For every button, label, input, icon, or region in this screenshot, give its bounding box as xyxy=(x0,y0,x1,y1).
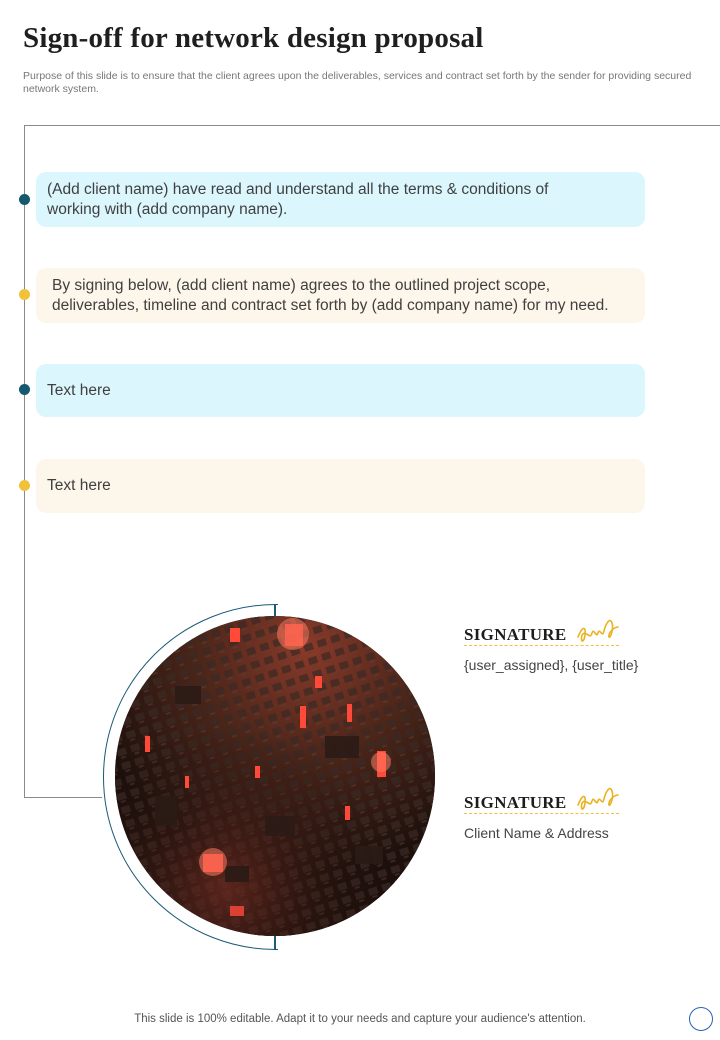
page-title: Sign-off for network design proposal xyxy=(23,22,484,54)
page-subtitle: Purpose of this slide is to ensure that the client agrees upon the deliverables, services and contract set forth by the sender for providing secured network system. xyxy=(23,70,692,95)
signature-scribble-icon xyxy=(576,783,620,817)
timeline-dot-3 xyxy=(19,384,30,395)
signature-label-2: SIGNATURE xyxy=(464,793,567,812)
signature-subtext-1: {user_assigned}, {user_title} xyxy=(464,657,639,673)
terms-item-1-text: (Add client name) have read and understand all the terms & conditions of working with (add company name). xyxy=(47,180,549,218)
timeline-line xyxy=(24,125,25,798)
terms-item-4-text: Text here xyxy=(47,477,111,494)
signature-block-1 xyxy=(464,619,638,673)
frame-top-line xyxy=(24,125,720,126)
terms-item-4 xyxy=(36,459,645,513)
signature-line-2 xyxy=(464,813,619,814)
terms-item-3 xyxy=(36,364,645,417)
timeline-dot-2 xyxy=(19,289,30,300)
timeline-dot-1 xyxy=(19,194,30,205)
terms-item-1 xyxy=(36,172,645,227)
frame-bottom-line xyxy=(24,797,102,798)
photo-frame-notch-top xyxy=(274,604,276,616)
signature-label-1: SIGNATURE xyxy=(464,625,567,644)
page-indicator-icon xyxy=(689,1007,713,1031)
terms-item-2 xyxy=(36,268,645,323)
terms-item-2-text: By signing below, (add client name) agrees to the outlined project scope, deliverables, timeline and contract set forth by (add company name) for my need. xyxy=(52,276,609,314)
terms-item-3-text: Text here xyxy=(47,381,111,399)
circuit-board-image xyxy=(115,616,435,936)
signature-block-2 xyxy=(464,787,634,841)
timeline-dot-4 xyxy=(19,480,30,491)
footer-note: This slide is 100% editable. Adapt it to your needs and capture your audience's attention. xyxy=(134,1013,586,1025)
photo-frame-notch-bottom xyxy=(274,936,276,950)
signature-subtext-2: Client Name & Address xyxy=(464,825,609,841)
signature-scribble-icon xyxy=(576,615,620,649)
signature-line-1 xyxy=(464,645,619,646)
